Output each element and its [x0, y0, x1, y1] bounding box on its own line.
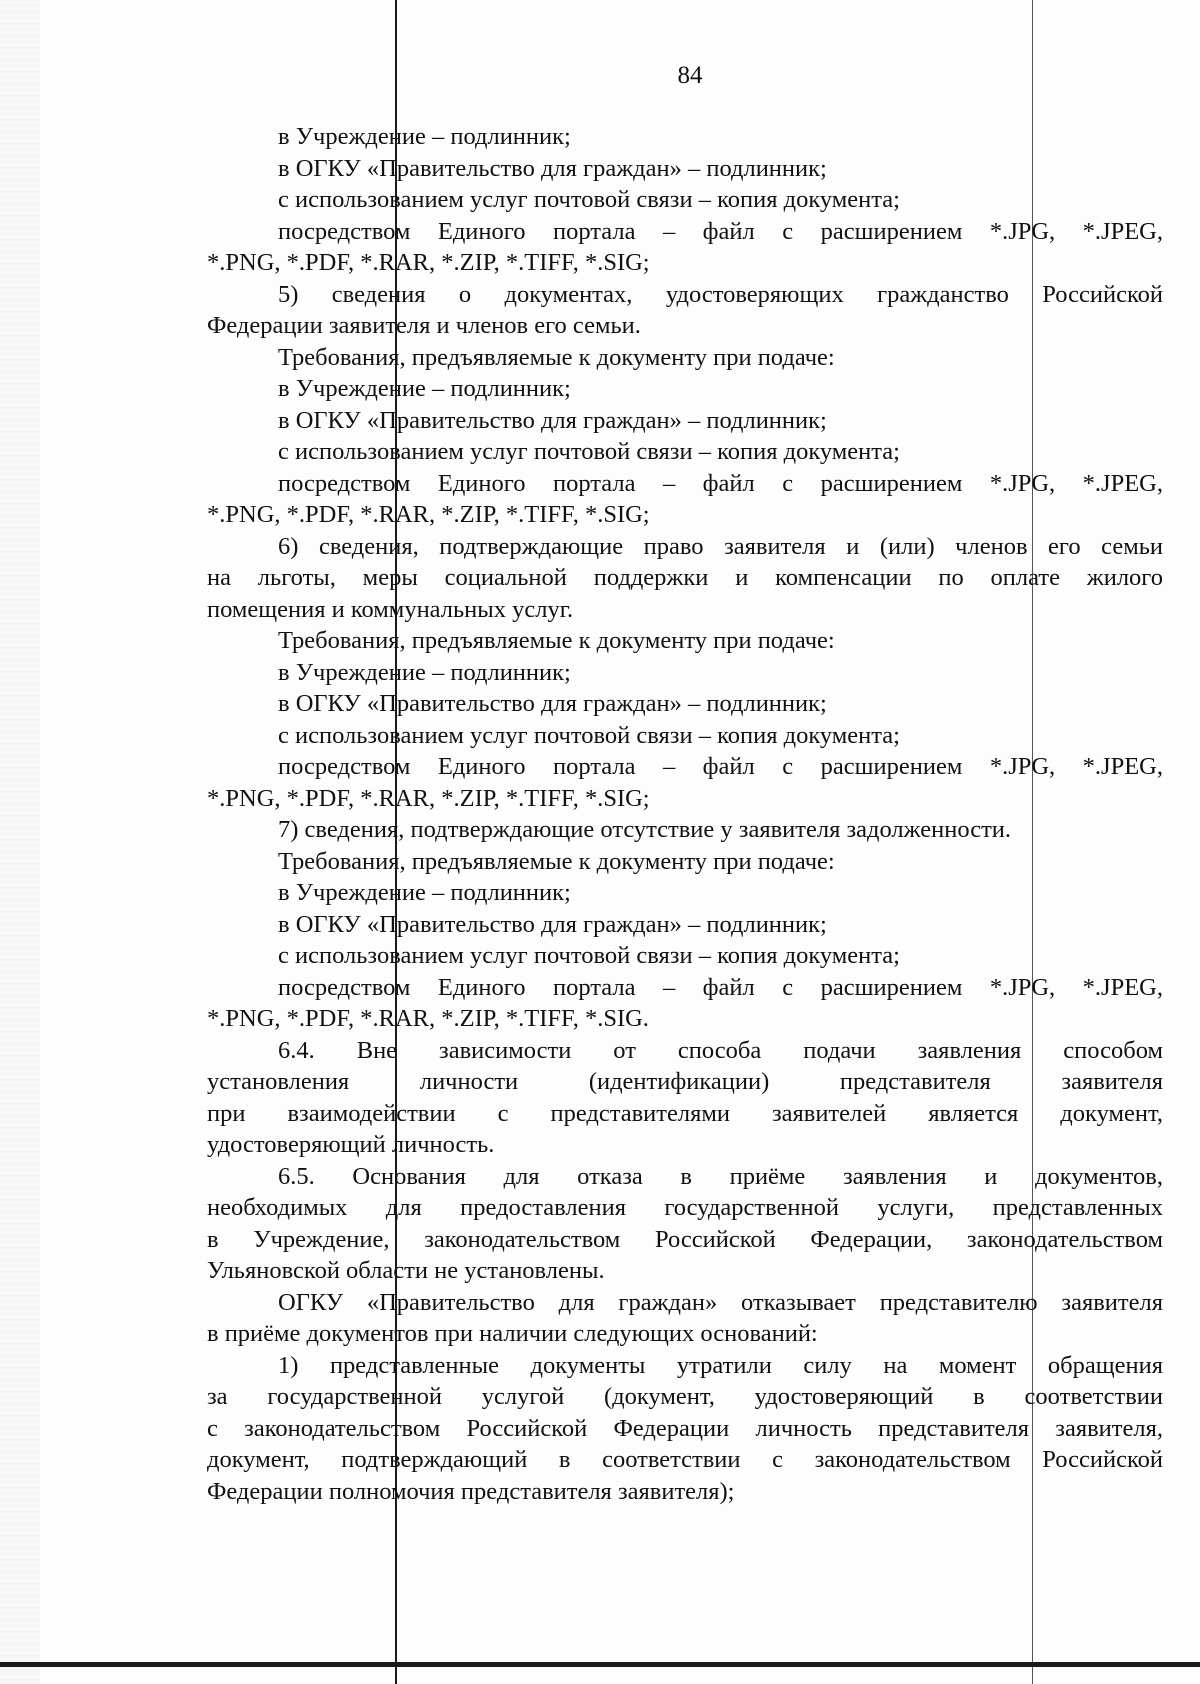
- text-line: с использованием услуг почтовой связи – копия документа;: [278, 721, 900, 749]
- text-line: *.PNG, *.PDF, *.RAR, *.ZIP, *.TIFF, *.SIG;: [207, 249, 650, 276]
- scan-bottom-border: [0, 1662, 1200, 1667]
- document-body: [207, 121, 1163, 1507]
- text-line: с использованием услуг почтовой связи – копия документа;: [278, 186, 900, 213]
- text-line: посредством Единого портала – файл с расширением *.JPG, *.JPEG,: [278, 973, 1163, 1001]
- text-line: Требования, предъявляемые к документу при подаче:: [278, 847, 835, 875]
- text-line: 1) представленные документы утратили силу на момент обращения: [278, 1351, 1163, 1379]
- text-line: 5) сведения о документах, удостоверяющих гражданство Российской: [278, 280, 1163, 308]
- text-line: 7) сведения, подтверждающие отсутствие у заявителя задолженности.: [278, 816, 1012, 843]
- text-line: Федерации полномочия представителя заявителя);: [207, 1477, 735, 1505]
- text-line: в Учреждение – подлинник;: [278, 123, 571, 150]
- text-line: в ОГКУ «Правительство для граждан» – подлинник;: [278, 910, 827, 938]
- text-line: в ОГКУ «Правительство для граждан» – подлинник;: [278, 406, 827, 434]
- text-line: посредством Единого портала – файл с расширением *.JPG, *.JPEG,: [278, 217, 1163, 245]
- text-line: в приёме документов при наличии следующих оснований:: [207, 1320, 818, 1347]
- text-line: Требования, предъявляемые к документу при подаче:: [278, 627, 835, 654]
- text-line: Требования, предъявляемые к документу при подаче:: [278, 343, 835, 371]
- text-line: 6.4. Вне зависимости от способа подачи заявления способом: [278, 1036, 1163, 1064]
- text-line: в ОГКУ «Правительство для граждан» – подлинник;: [278, 690, 827, 717]
- text-line: необходимых для предоставления государственной услуги, представленных: [207, 1194, 1163, 1221]
- text-line: установления личности (идентификации) представителя заявителя: [207, 1068, 1163, 1095]
- text-line: *.PNG, *.PDF, *.RAR, *.ZIP, *.TIFF, *.SIG.: [207, 1005, 649, 1032]
- text-line: с использованием услуг почтовой связи – копия документа;: [278, 942, 900, 969]
- text-line: посредством Единого портала – файл с расширением *.JPG, *.JPEG,: [278, 469, 1163, 497]
- text-line: за государственной услугой (документ, удостоверяющий в соответствии: [207, 1383, 1163, 1410]
- text-line: в ОГКУ «Правительство для граждан» – подлинник;: [278, 154, 827, 182]
- page-number: 84: [677, 62, 703, 89]
- text-line: в Учреждение – подлинник;: [278, 658, 571, 686]
- text-line: 6) сведения, подтверждающие право заявителя и (или) членов его семьи: [278, 532, 1163, 560]
- text-line: *.PNG, *.PDF, *.RAR, *.ZIP, *.TIFF, *.SIG;: [207, 501, 650, 528]
- text-line: в Учреждение, законодательством Российской Федерации, законодательством: [207, 1225, 1163, 1253]
- text-line: Федерации заявителя и членов его семьи.: [207, 312, 641, 339]
- text-line: *.PNG, *.PDF, *.RAR, *.ZIP, *.TIFF, *.SIG;: [207, 784, 650, 812]
- text-line: при взаимодействии с представителями заявителей является документ,: [207, 1099, 1163, 1127]
- text-line: посредством Единого портала – файл с расширением *.JPG, *.JPEG,: [278, 753, 1163, 780]
- text-line: удостоверяющий личность.: [207, 1131, 495, 1158]
- text-line: на льготы, меры социальной поддержки и компенсации по оплате жилого: [207, 564, 1163, 591]
- scan-edge-noise: [0, 0, 40, 1684]
- text-line: с законодательством Российской Федерации личность представителя заявителя,: [207, 1414, 1163, 1442]
- text-line: в Учреждение – подлинник;: [278, 879, 571, 906]
- text-line: 6.5. Основания для отказа в приёме заявления и документов,: [278, 1162, 1163, 1190]
- text-line: в Учреждение – подлинник;: [278, 375, 571, 402]
- text-line: ОГКУ «Правительство для граждан» отказывает представителю заявителя: [278, 1288, 1163, 1316]
- text-line: с использованием услуг почтовой связи – копия документа;: [278, 438, 900, 465]
- text-line: Ульяновской области не установлены.: [207, 1257, 605, 1284]
- text-line: документ, подтверждающий в соответствии с законодательством Российской: [207, 1446, 1163, 1473]
- text-line: помещения и коммунальных услуг.: [207, 595, 574, 623]
